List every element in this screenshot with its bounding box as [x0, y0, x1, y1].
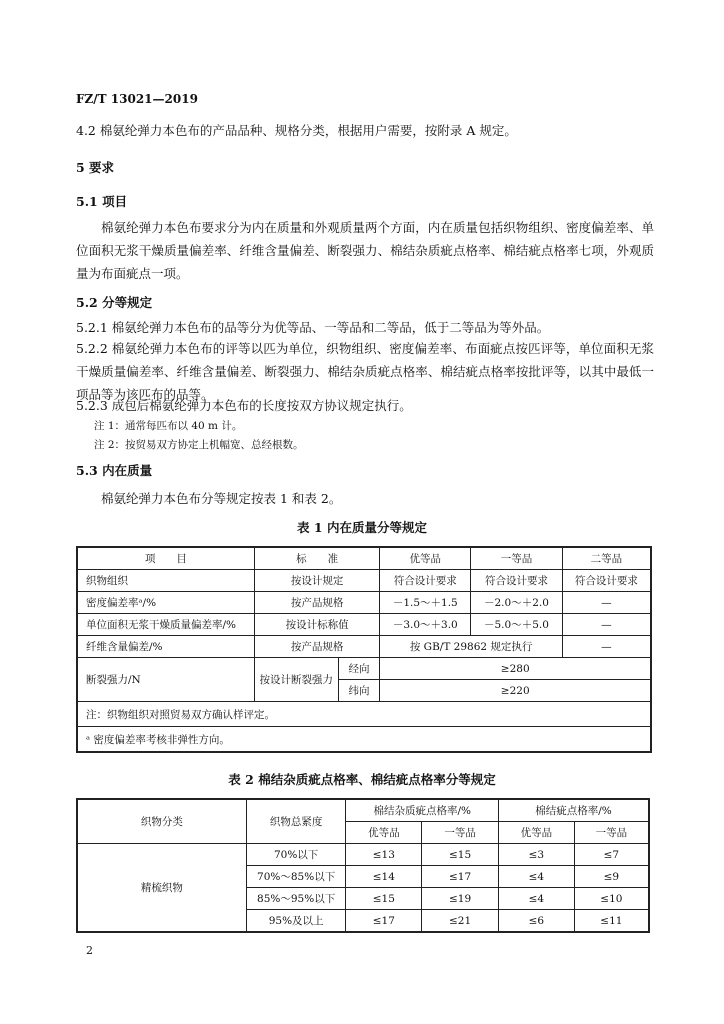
table-cell: 按设计断裂强力 — [254, 658, 338, 702]
table-cell: ≤17 — [346, 910, 422, 933]
table-cell: 密度偏差率ᵃ/% — [77, 592, 254, 614]
table-cell: ≥220 — [380, 680, 651, 702]
table-cell: －5.0～＋5.0 — [471, 614, 563, 636]
table-row — [77, 570, 651, 592]
clause-5-2-3: 5.2.3 成包后棉氨纶弹力本色布的长度按双方协议规定执行。 — [76, 398, 412, 413]
table-cell: — — [562, 614, 651, 636]
table-cell: －2.0～＋2.0 — [471, 592, 563, 614]
table-cell: ≤4 — [498, 866, 574, 888]
table-cell: ≤4 — [498, 888, 574, 910]
section-5-1-text: 棉氨纶弹力本色布要求分为内在质量和外观质量两个方面，内在质量包括织物组织、密度偏差率、单位面积无浆干燥质量偏差率、纤维含量偏差、断裂强力、棉结杂质疵点格率、棉结疵点格率七项，外观质量为布面疵点一项。 — [76, 220, 654, 281]
table-2-caption: 表 2 棉结杂质疵点格率、棉结疵点格率分等规定 — [228, 772, 496, 787]
header-item: 项 目 — [77, 547, 254, 570]
table-cell: 纬向 — [338, 680, 380, 702]
header-grade-1: 优等品 — [346, 822, 422, 844]
table-cell: 95%及以上 — [246, 910, 346, 933]
table-cell: 符合设计要求 — [471, 570, 563, 592]
fabric-class-cell: 精梳织物 — [77, 844, 246, 933]
table-cell: ≤3 — [498, 844, 574, 866]
standard-header: FZ/T 13021—2019 — [76, 92, 198, 106]
table-cell: 按产品规格 — [254, 592, 380, 614]
table-2-header-row — [77, 799, 649, 822]
table-1-note: 注：织物组织对照贸易双方确认样评定。 — [77, 702, 651, 727]
table-row — [77, 658, 651, 680]
table-row — [77, 844, 649, 866]
page-number: 2 — [86, 944, 93, 957]
table-cell: ≥280 — [380, 658, 651, 680]
note-1: 注 1：通常每匹布以 40 m 计。 — [94, 420, 243, 432]
table-cell: －1.5～＋1.5 — [380, 592, 471, 614]
section-5-3-text: 棉氨纶弹力本色布分等规定按表 1 和表 2。 — [101, 491, 342, 506]
table-cell: ≤11 — [574, 910, 649, 933]
table-footnote-row — [77, 727, 651, 753]
table-cell: ≤9 — [574, 866, 649, 888]
section-5-1-title: 5.1 项目 — [76, 194, 128, 209]
table-1-footnote: ᵃ 密度偏差率考核非弹性方向。 — [77, 727, 651, 753]
header-class: 织物分类 — [77, 799, 246, 844]
header-grade-2: 一等品 — [422, 822, 499, 844]
table-cell: 断裂强力/N — [77, 658, 254, 702]
table-cell: ≤21 — [422, 910, 499, 933]
table-cell: 织物组织 — [77, 570, 254, 592]
table-row — [77, 614, 651, 636]
header-tightness: 织物总紧度 — [246, 799, 346, 844]
header-neps-impurity: 棉结杂质疵点格率/% — [346, 799, 499, 822]
table-cell: ≤19 — [422, 888, 499, 910]
table-cell: — — [562, 592, 651, 614]
table-cell: 符合设计要求 — [562, 570, 651, 592]
table-cell: ≤13 — [346, 844, 422, 866]
table-cell: 按 GB/T 29862 规定执行 — [380, 636, 562, 658]
header-grade-3: 二等品 — [562, 547, 651, 570]
table-cell: ≤14 — [346, 866, 422, 888]
header-grade-1: 优等品 — [498, 822, 574, 844]
header-neps: 棉结疵点格率/% — [498, 799, 649, 822]
table-cell: 符合设计要求 — [380, 570, 471, 592]
table-cell: 按设计规定 — [254, 570, 380, 592]
table-cell: ≤17 — [422, 866, 499, 888]
section-5-3-title: 5.3 内在质量 — [76, 463, 153, 478]
section-5-2-title: 5.2 分等规定 — [76, 295, 153, 310]
clause-5-2-2: 5.2.2 棉氨纶弹力本色布的评等以匹为单位，织物组织、密度偏差率、布面疵点按匹评等，单位面积无浆干燥质量偏差率、纤维含量偏差、断裂强力、棉结杂质疵点格率、棉结疵点格率按批评等，以其中最低一项品等为该匹布的品等。 — [76, 341, 654, 402]
table-cell: 70%以下 — [246, 844, 346, 866]
table-cell: ≤7 — [574, 844, 649, 866]
table-cell: 70%～85%以下 — [246, 866, 346, 888]
table-1-header-row — [77, 547, 651, 570]
header-grade-2: 一等品 — [471, 547, 563, 570]
header-grade-2: 一等品 — [574, 822, 649, 844]
table-cell: 经向 — [338, 658, 380, 680]
table-cell: 纤维含量偏差/% — [77, 636, 254, 658]
table-cell: ≤10 — [574, 888, 649, 910]
table-row — [77, 636, 651, 658]
section-5-title: 5 要求 — [76, 160, 115, 175]
table-cell: －3.0～＋3.0 — [380, 614, 471, 636]
header-grade-1: 优等品 — [380, 547, 471, 570]
note-2: 注 2：按贸易双方协定上机幅宽、总经根数。 — [94, 439, 304, 451]
table-note-row — [77, 702, 651, 727]
table-cell: 按设计标称值 — [254, 614, 380, 636]
table-cell: 单位面积无浆干燥质量偏差率/% — [77, 614, 254, 636]
table-2 — [76, 798, 650, 933]
table-1-caption: 表 1 内在质量分等规定 — [297, 520, 427, 535]
table-1 — [76, 546, 652, 753]
table-cell: ≤15 — [346, 888, 422, 910]
header-standard: 标 准 — [254, 547, 380, 570]
table-cell: ≤6 — [498, 910, 574, 933]
clause-4-2: 4.2 棉氨纶弹力本色布的产品品种、规格分类，根据用户需要，按附录 A 规定。 — [76, 123, 517, 138]
clause-5-2-1: 5.2.1 棉氨纶弹力本色布的品等分为优等品、一等品和二等品，低于二等品为等外品。 — [76, 320, 550, 335]
table-cell: ≤15 — [422, 844, 499, 866]
table-cell: 按产品规格 — [254, 636, 380, 658]
table-cell: 85%～95%以下 — [246, 888, 346, 910]
table-cell: — — [562, 636, 651, 658]
table-row — [77, 592, 651, 614]
